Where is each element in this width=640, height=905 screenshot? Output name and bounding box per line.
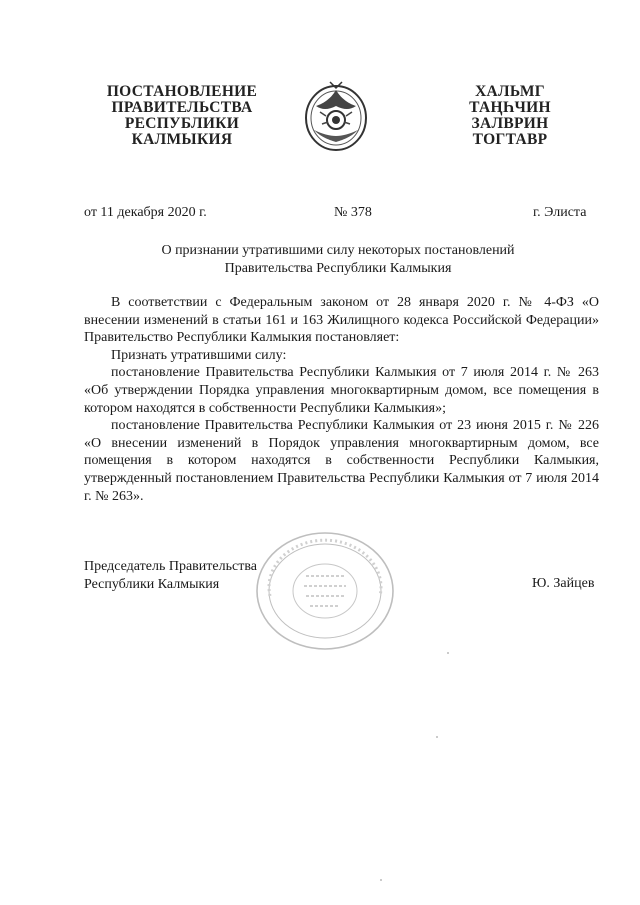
document-body bbox=[84, 294, 599, 505]
signatory-title bbox=[84, 558, 257, 594]
official-stamp-icon bbox=[250, 526, 400, 656]
header-right-line: ТАҢҺЧИН bbox=[469, 99, 551, 116]
header-right-line: ХАЛЬМГ bbox=[475, 83, 545, 100]
header-right-line: ТОГТАВР bbox=[472, 131, 548, 148]
coat-of-arms-icon bbox=[300, 76, 372, 156]
scan-speck bbox=[436, 736, 438, 738]
document-title bbox=[84, 242, 592, 278]
signatory-title-line: Республики Калмыкия bbox=[84, 577, 220, 592]
header-right-line: ЗАЛВРИН bbox=[471, 115, 549, 132]
document-number: № 378 bbox=[334, 205, 372, 220]
body-paragraph: постановление Правительства Республики Калмыкия от 7 июля 2014 г. № 263 «Об утверждении Порядка управления многоквартирным домом, все помещения в котором находятся в собственности Республики Калмыкия»; bbox=[84, 365, 599, 416]
signatory-title-line: Председатель Правительства bbox=[84, 559, 257, 574]
body-paragraph: постановление Правительства Республики Калмыкия от 23 июня 2015 г. № 226 «О внесении изменений в Порядок управления многоквартирным домом, все помещения в котором находятся в собственности Республики Калмыкия, утвержденный постановлением Правительства Республики Калмыкия от 7 июля 2014 г. № 263». bbox=[84, 418, 599, 504]
signatory-name: Ю. Зайцев bbox=[532, 576, 595, 591]
header-left-line: ПРАВИТЕЛЬСТВА bbox=[111, 99, 253, 116]
header-left-line: КАЛМЫКИЯ bbox=[131, 131, 233, 148]
body-paragraph: Признать утратившими силу: bbox=[111, 347, 287, 363]
header-right bbox=[468, 84, 552, 148]
scan-speck bbox=[380, 879, 382, 881]
scan-speck bbox=[447, 652, 449, 654]
body-paragraph: В соответствии с Федеральным законом от 28 января 2020 г. № 4-ФЗ «О внесении изменений в статьи 161 и 163 Жилищного кодекса Российской Федерации» Правительство Республики Калмыкия постановляет: bbox=[84, 295, 599, 346]
header-left-line: РЕСПУБЛИКИ bbox=[124, 115, 240, 132]
document-title-line: Правительства Республики Калмыкия bbox=[224, 261, 452, 276]
document-title-line: О признании утратившими силу некоторых постановлений bbox=[161, 243, 515, 258]
header-left-line: ПОСТАНОВЛЕНИЕ bbox=[106, 83, 258, 100]
document-city: г. Элиста bbox=[533, 205, 587, 220]
document-date: от 11 декабря 2020 г. bbox=[84, 205, 207, 220]
header-left bbox=[104, 84, 260, 148]
